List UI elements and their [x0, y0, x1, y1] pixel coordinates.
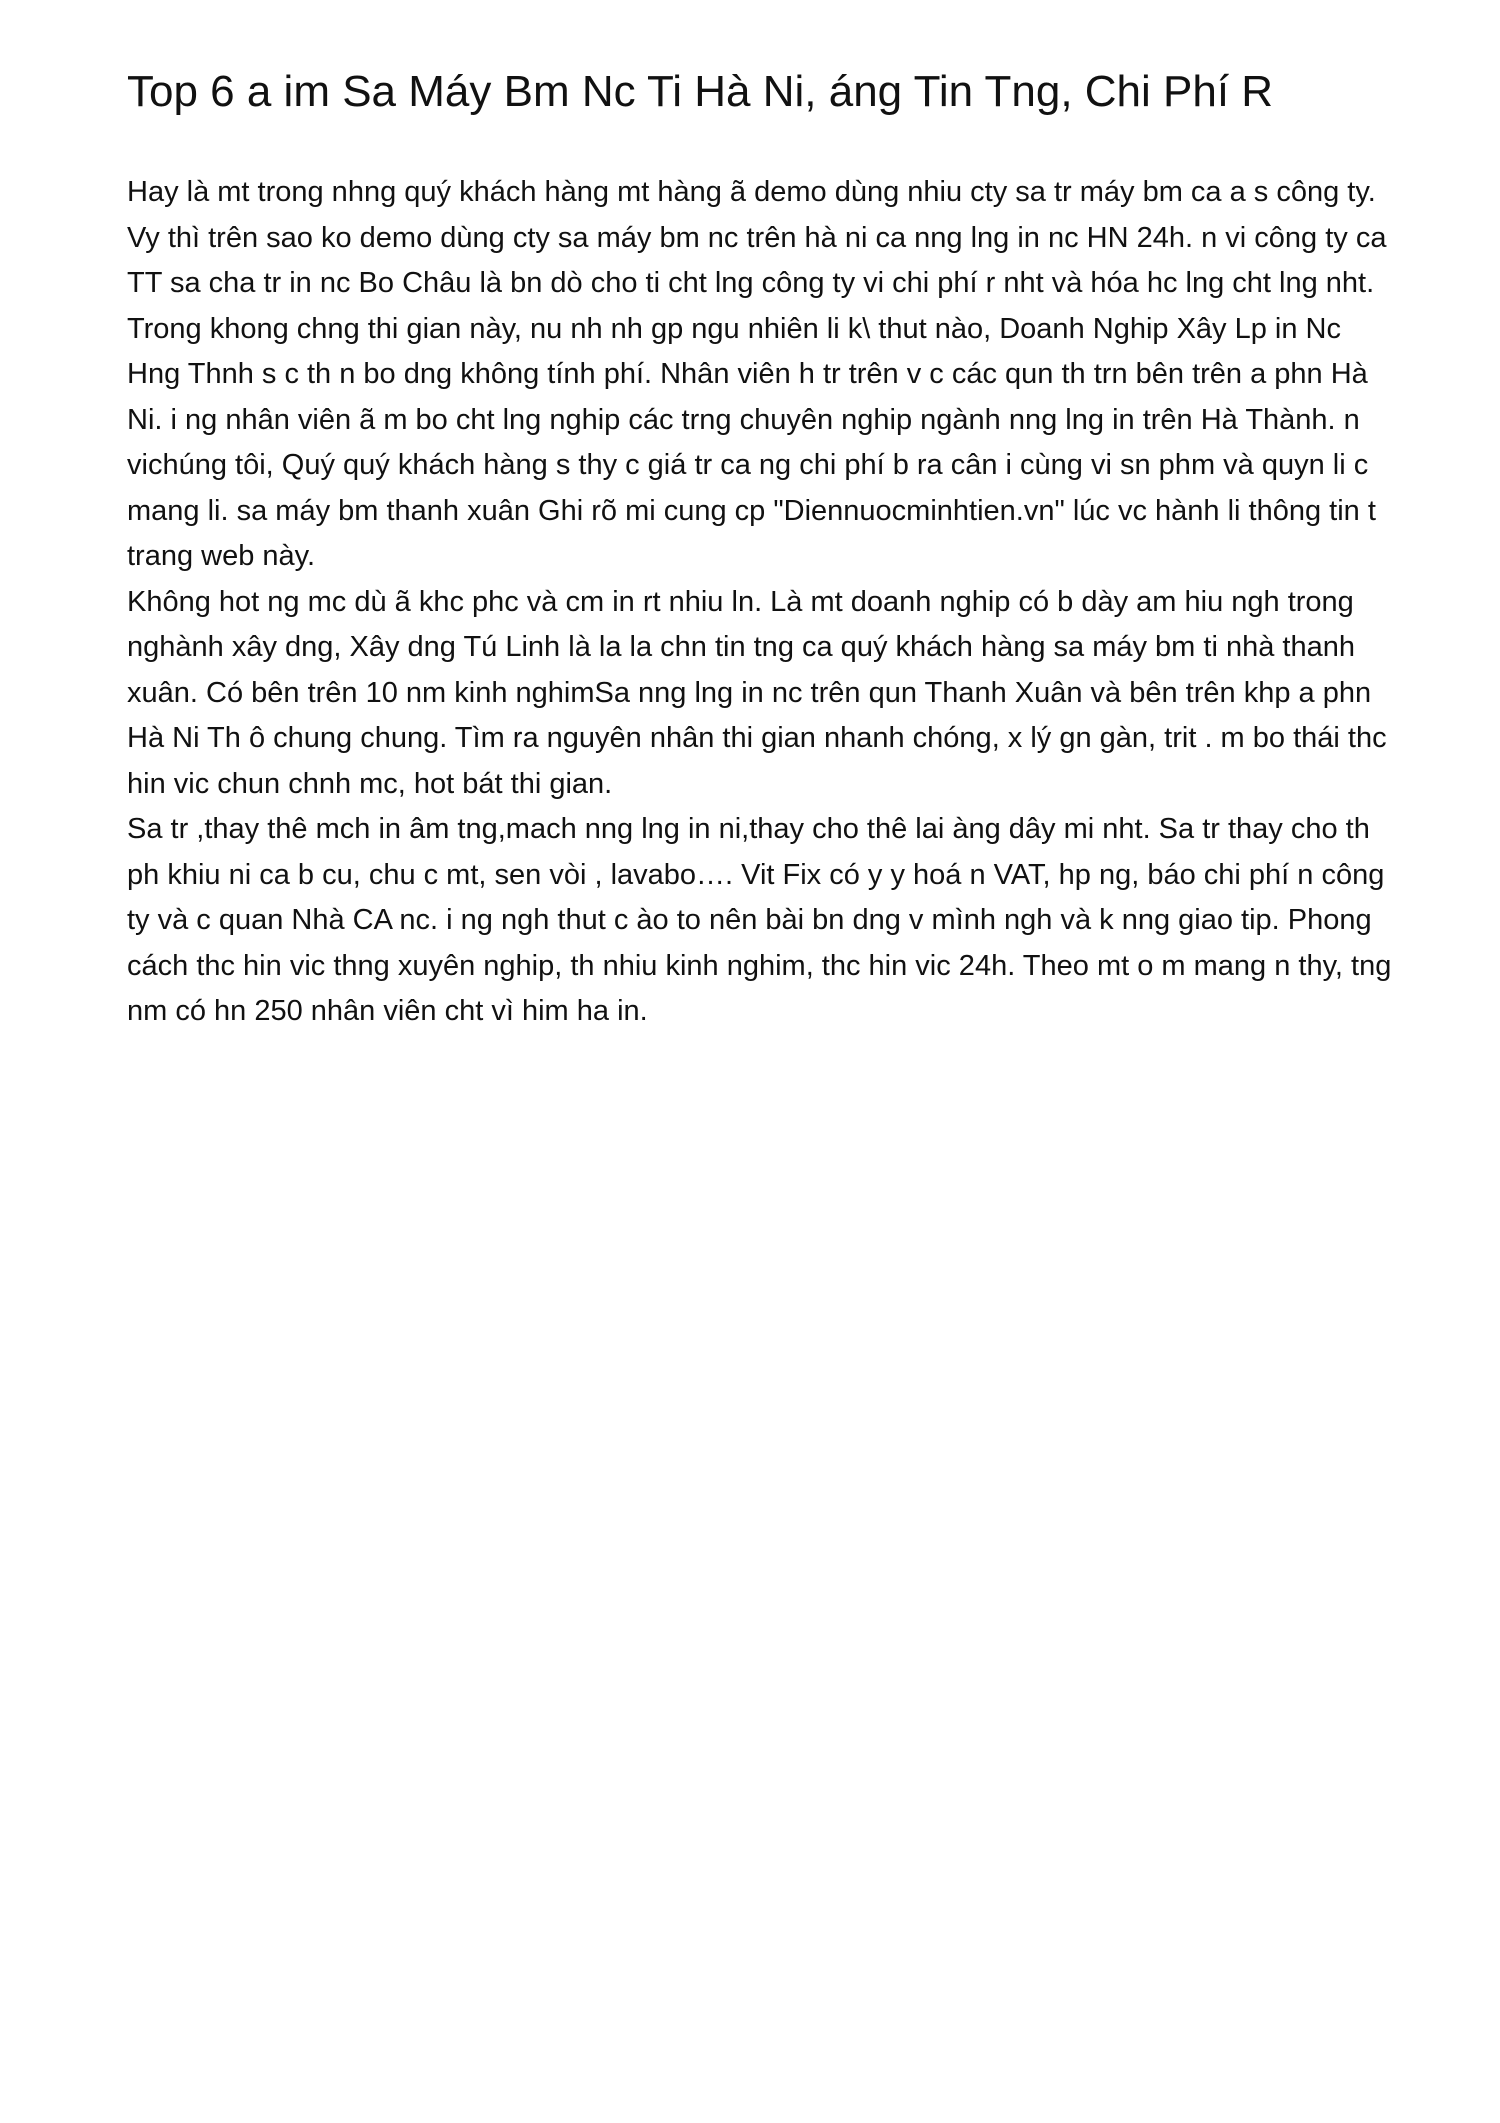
document-title: Top 6 a im Sa Máy Bm Nc Ti Hà Ni, áng Tin Tng, Chi Phí R: [127, 67, 1274, 116]
paragraph-intro: Hay là mt trong nhng quý khách hàng mt hàng ã demo dùng nhiu cty sa tr máy bm ca a s công ty. Vy thì trên sao ko demo dùng cty sa máy bm nc trên hà ni ca nng lng in nc HN 24h. n vi công ty ca TT sa cha tr in nc Bo Châu là bn dò cho ti cht lng công ty vi chi phí r nht và hóa hc lng cht lng nht.: [127, 176, 1387, 299]
document-content: [127, 62, 1397, 1035]
paragraph-repair-experience: Không hot ng mc dù ã khc phc và cm in rt nhiu ln. Là mt doanh nghip có b dày am hiu ngh trong nghành xây dng, Xây dng Tú Linh là la la chn tin tng ca quý khách hàng sa máy bm ti nhà thanh xuân. Có bên trên 10 nm kinh nghimSa nng lng in nc trên qun Thanh Xuân và bên trên khp a phn Hà Ni Th ô chung chung. Tìm ra nguyên nhân thi gian nhanh chóng, x lý gn gàn, trit . m bo thái thc hin vic chun chnh mc, hot bát thi gian.: [127, 585, 1387, 800]
paragraph-service-time: Trong khong chng thi gian này, nu nh nh gp ngu nhiên li k\ thut nào, Doanh Nghip Xây Lp in Nc Hng Thnh s c th n bo dng không tính phí. Nhân viên h tr trên v c các qun th trn bên trên a phn Hà Ni. i ng nhân viên ã m bo cht lng nghip các trng chuyên nghip ngành nng lng in trên Hà Thành. n vichúng tôi, Quý quý khách hàng s thy c giá tr ca ng chi phí b ra cân i cùng vi sn phm và quyn li c mang li. sa máy bm thanh xuân Ghi rõ mi cung cp "Diennuocminhtien.vn" lúc vc hành li thông tin t trang web này.: [127, 312, 1376, 572]
document-body: [127, 170, 1397, 1035]
paragraph-service-details: Sa tr ,thay thê mch in âm tng,mach nng lng in ni,thay cho thê lai àng dây mi nht. Sa tr thay cho th ph khiu ni ca b cu, chu c mt, sen vòi , lavabo…. Vit Fix có y y hoá n VAT, hp ng, báo chi phí n công ty và c quan Nhà CA nc. i ng ngh thut c ào to nên bài bn dng v mình ngh và k nng giao tip. Phong cách thc hin vic thng xuyên nghip, th nhiu kinh nghim, thc hin vic 24h. Theo mt o m mang n thy, tng nm có hn 250 nhân viên cht vì him ha in.: [127, 813, 1392, 1027]
